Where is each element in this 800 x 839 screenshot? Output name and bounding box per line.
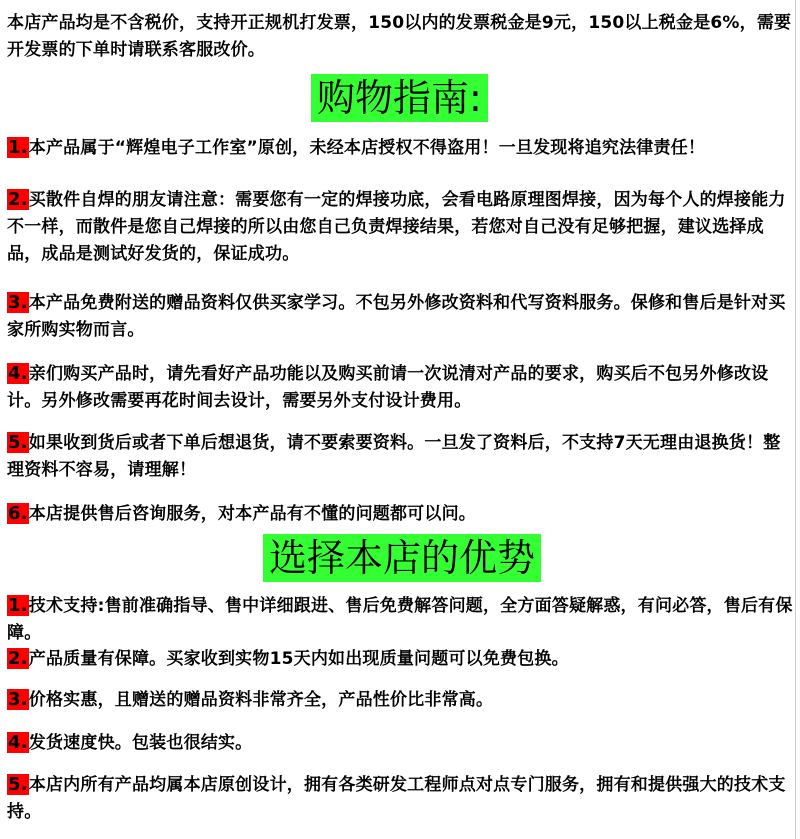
advantage-item-text: 发货速度快。包装也很结实。	[28, 733, 253, 753]
advantage-item-number: 2.	[8, 648, 28, 669]
advantage-item-1	[7, 592, 793, 647]
guide-item-3	[7, 289, 793, 344]
guide-item-number: 2.	[8, 189, 28, 210]
guide-item-text: 亲们购买产品时，请先看好产品功能以及购买前请一次说清对产品的要求，购买后不包另外修改设计。另外修改需要再花时间去设计，需要另外支付设计费用。	[7, 364, 769, 411]
advantage-item-text: 本店内所有产品均属本店原创设计，拥有各类研发工程师点对点专门服务，拥有和提供强大的技术支持。	[7, 775, 786, 822]
advantage-item-3	[7, 686, 793, 714]
guide-item-number: 1.	[8, 137, 28, 158]
advantage-item-2	[7, 645, 793, 673]
advantage-item-number: 4.	[8, 732, 28, 753]
advantage-item-text: 价格实惠，且赠送的赠品资料非常齐全，产品性价比非常高。	[28, 690, 494, 710]
tax-notice: 本店产品均是不含税价，支持开正规机打发票，150以内的发票税金是9元，150以上税金是6%，需要开发票的下单时请联系客服改价。	[7, 13, 792, 60]
advantage-item-text: 技术支持:售前准确指导、售中详细跟进、售后免费解答问题，全方面答疑解惑，有问必答，售后有保障。	[7, 596, 793, 643]
guide-item-6	[7, 500, 793, 528]
guide-item-text: 如果收到货后或者下单后想退货，请不要索要资料。一旦发了资料后，不支持7天无理由退换货！整理资料不容易，请理解！	[7, 433, 781, 480]
guide-item-text: 本店提供售后咨询服务，对本产品有不懂的问题都可以问。	[28, 504, 476, 524]
guide-item-number: 3.	[8, 292, 28, 313]
shopping-guide-heading: 购物指南:	[311, 74, 488, 122]
guide-item-text: 本产品免费附送的赠品资料仅供买家学习。不包另外修改资料和代写资料服务。保修和售后是针对买家所购实物而言。	[7, 293, 786, 340]
advantage-item-4	[7, 729, 793, 757]
page-edge-divider	[795, 0, 796, 839]
guide-item-text: 本产品属于“辉煌电子工作室”原创，未经本店授权不得盗用！一旦发现将追究法律责任！	[28, 138, 706, 158]
guide-item-5	[7, 429, 793, 484]
advantage-item-number: 5.	[8, 774, 28, 795]
guide-item-number: 6.	[8, 503, 28, 524]
advantage-item-number: 3.	[8, 689, 28, 710]
guide-item-number: 5.	[8, 432, 28, 453]
advantages-heading: 选择本店的优势	[263, 534, 541, 582]
advantage-item-5	[7, 771, 793, 826]
guide-item-1	[7, 134, 793, 162]
advantage-item-text: 产品质量有保障。买家收到实物15天内如出现质量问题可以免费包换。	[28, 649, 569, 669]
guide-item-2	[7, 186, 793, 268]
guide-item-4	[7, 360, 793, 415]
guide-item-text: 买散件自焊的朋友请注意：需要您有一定的焊接功底，会看电路原理图焊接，因为每个人的焊接能力不一样，而散件是您自己焊接的所以由您自己负责焊接结果，若您对自己没有足够把握，建议选择成品，成品是测试好发货的，保证成功。	[7, 190, 786, 264]
guide-item-number: 4.	[8, 363, 28, 384]
advantage-item-number: 1.	[8, 595, 28, 616]
